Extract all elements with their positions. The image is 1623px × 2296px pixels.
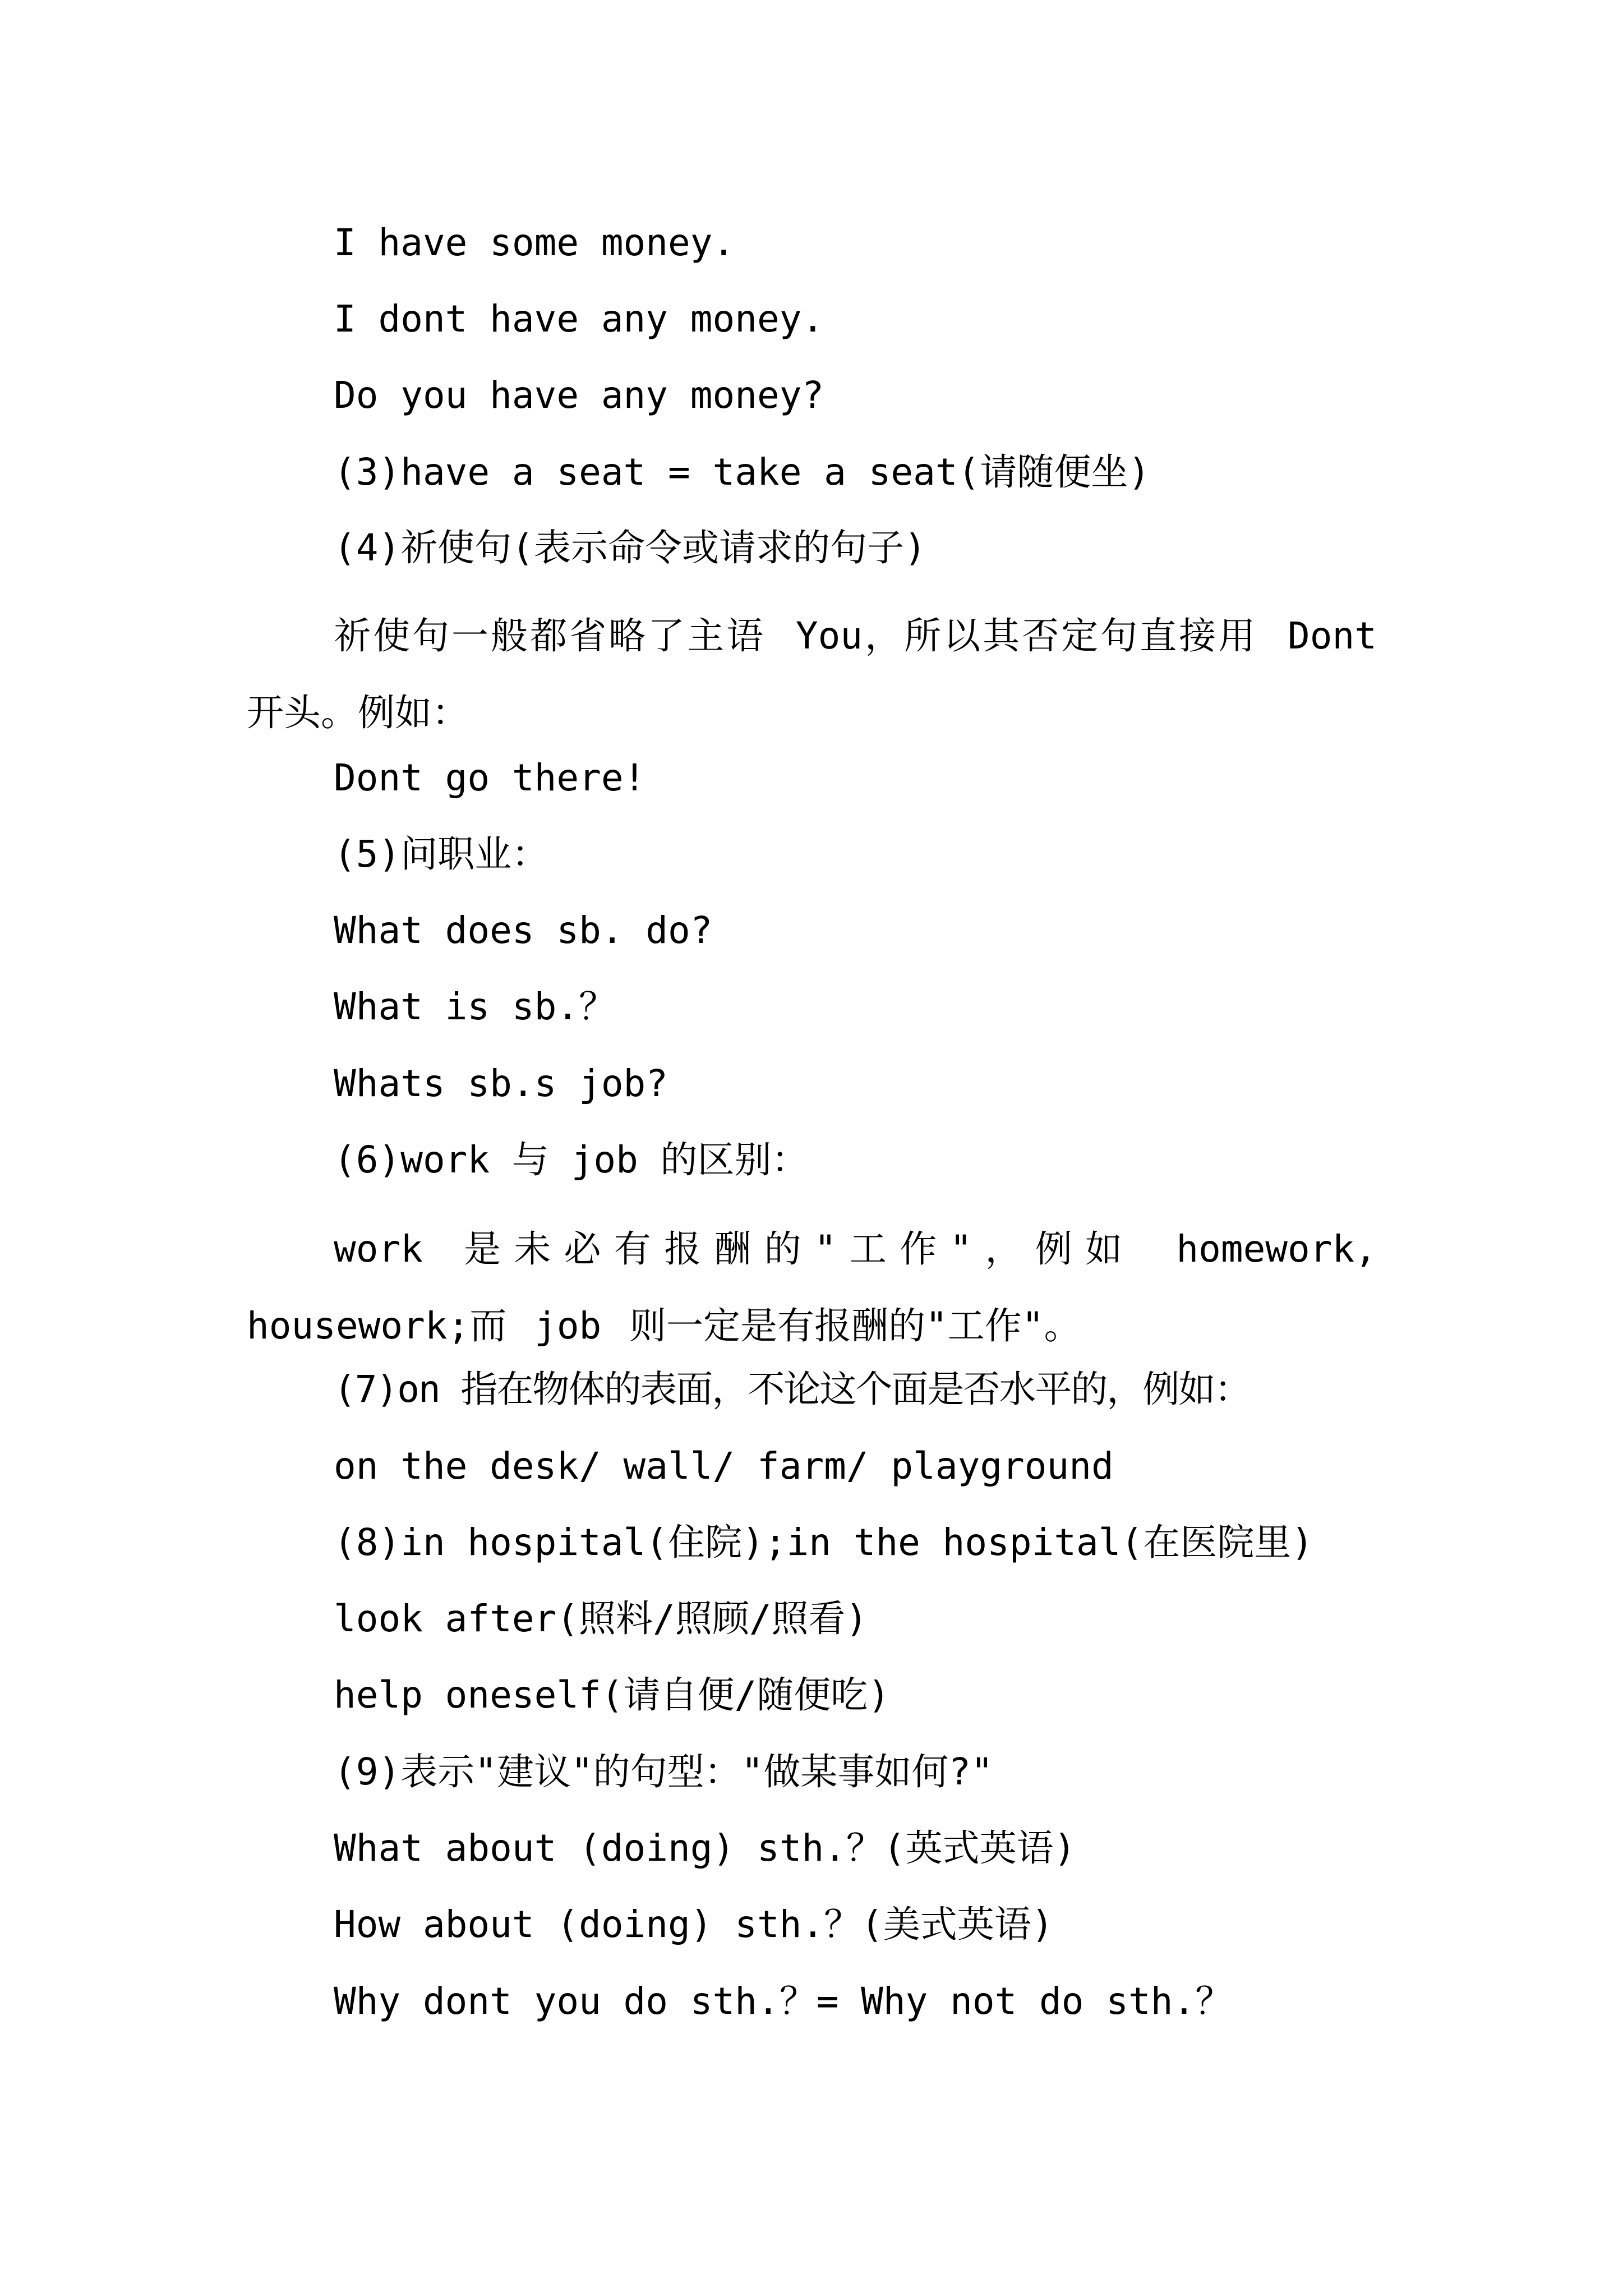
text-line-20: What about (doing) sth.？(英式英语)	[334, 1826, 1076, 1870]
text-line-16: (8)in hospital(住院);in the hospital(在医院里)	[334, 1521, 1314, 1564]
text-line-14: (7)on 指在物体的表面，不论这个面是否水平的，例如：	[334, 1368, 1251, 1411]
paragraph-imperative-note: 祈使句一般都省略了主语 You，所以其否定句直接用 Dont 开头。例如：	[247, 614, 1377, 734]
text-line-19: (9)表示"建议"的句型："做某事如何?"	[334, 1750, 993, 1793]
text-line-8: (5)问职业：	[334, 832, 549, 876]
text-line-21: How about (doing) sth.？(美式英语)	[334, 1903, 1054, 1946]
text-line-3: Do you have any money?	[334, 374, 824, 417]
text-line-12: (6)work 与 job 的区别：	[334, 1138, 809, 1181]
text-line-10: What is sb.？	[334, 985, 616, 1028]
text-line-11: Whats sb.s job?	[334, 1062, 668, 1105]
text-line-15: on the desk/ wall/ farm/ playground	[334, 1444, 1114, 1488]
text-line-4: (3)have a seat = take a seat(请随便坐)	[334, 450, 1151, 494]
text-line-17: look after(照料/照顾/照看)	[334, 1597, 868, 1640]
text-line-2: I dont have any money.	[334, 297, 824, 341]
text-line-9: What does sb. do?	[334, 909, 713, 952]
text-line-5: (4)祈使句(表示命令或请求的句子)	[334, 526, 926, 569]
text-line-18: help oneself(请自便/随便吃)	[334, 1673, 891, 1717]
text-line-22: Why dont you do sth.？= Why not do sth.？	[334, 1980, 1233, 2023]
text-line-1: I have some money.	[334, 221, 735, 264]
paragraph-work-job: work 是未必有报酬的"工作"，例如 homework, housework;而 job 则一定是有报酬的"工作"。	[247, 1227, 1377, 1347]
text-line-7: Dont go there!	[334, 756, 646, 799]
